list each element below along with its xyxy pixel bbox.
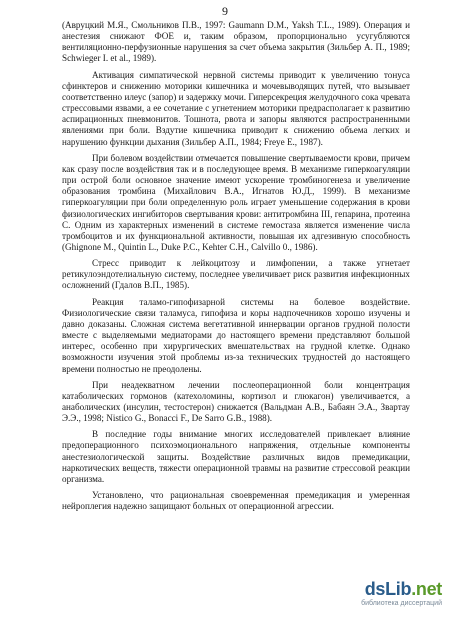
document-body <box>62 20 410 517</box>
paragraph-7: В последние годы внимание многих исследователей привлекает влияние предоперационного психоэмоционального напряжения, отдельные компоненты анестезиологической защиты. Воздействие различных видов премедикации, наркотических веществ, тяжести операционной травмы на развитие стрессовой реакции организма. <box>62 429 410 484</box>
paragraph-5: Реакция таламо-гипофизарной системы на болевое воздействие. Физиологические связи таламуса, гипофиза и коры надпочечников хорошо изучены и давно доказаны. Сложная система вегетативной иннервации органов грудной полости вместе с выделяемыми медиаторами до настоящего времени представляют большой интерес, особенно при хирургических вмешательствах на грудной клетке. Однако возможности изучения этой проблемы из-за технических трудностей до настоящего времени полностью не преодолены. <box>62 296 410 374</box>
watermark-tagline: библиотека диссертаций <box>361 600 442 607</box>
watermark-logo-domain: .net <box>411 579 442 599</box>
paragraph-3: При болевом воздействии отмечается повышение свертываемости крови, причем как сразу после воздействия так и в последующее время. В механизме гиперкоагуляции при острой боли основное значение имеют ускорение тромбиногенеза и увеличение образования тромбина (Михайлович В.А., Игнатов Ю.Д., 1999). В механизме гиперкоагуляции при боли определенную роль играет уменьшение содержания в крови физиологических ингибиторов свертывания крови: антитромбина III, гепарина, протеина С. Одним из характерных изменений в системе гемостаза является изменение числа тромбоцитов и их функциональной активности, повышая их адгезивную способность (Ghignone M., Quintin L., Duke P.C., Kehter C.H., Calvillo 0., 1986). <box>62 152 410 252</box>
dslib-watermark[interactable] <box>330 579 442 611</box>
watermark-logo-name: dsLib <box>364 579 412 599</box>
paragraph-6: При неадекватном лечении послеоперационной боли концентрация катаболических гормонов (катехоломины, кортизол и глюкагон) увеличивается, а анаболических (инсулин, тестостерон) снижается (Вальдман А.В., Бабаян Э.А., Звартау Э.Э., 1998; Nistico G., Bonacci F., De Sarro G.B., 1988). <box>62 379 410 424</box>
paragraph-2: Активация симпатической нервной системы приводит к увеличению тонуса сфинктеров и снижению моторики кишечника и мочевыводящих путей, что вызывает соответственно илеус (запор) и задержку мочи. Гиперсекреция желудочного сока чревата стрессовыми язвами, а ее сочетание с угнетением моторики предрасполагает к развитию аспирационных пневмонитов. Тошнота, рвота и запоры являются распространенными явлениями при боли. Вздутие кишечника приводит к снижению объема легких и нарушению функции дыхания (Зильбер А.П., 1984; Freye E., 1987). <box>62 69 410 147</box>
paragraph-8: Установлено, что рациональная своевременная премедикация и умеренная нейроплегия надежно защищают больных от операционной агрессии. <box>62 490 410 512</box>
watermark-logo <box>365 579 442 600</box>
page-number: 9 <box>222 4 228 18</box>
paragraph-1: (Авруцкий М.Я., Смольников П.В., 1997: Gaumann D.M., Yaksh T.L., 1989). Операция и анестезия снижают ФОЕ и, таким образом, пропорционально усугубляются вентиляционно-перфузионные нарушения за счет объема закрытия (Зильбер А. П., 1989; Schwieger I. et al., 1989). <box>62 20 410 64</box>
paragraph-4: Стресс приводит к лейкоцитозу и лимфопении, а также угнетает ретикулоэндотелиальную систему, последнее увеличивает риск развития инфекционных осложнений (Гдалов В.П., 1985). <box>62 258 410 291</box>
